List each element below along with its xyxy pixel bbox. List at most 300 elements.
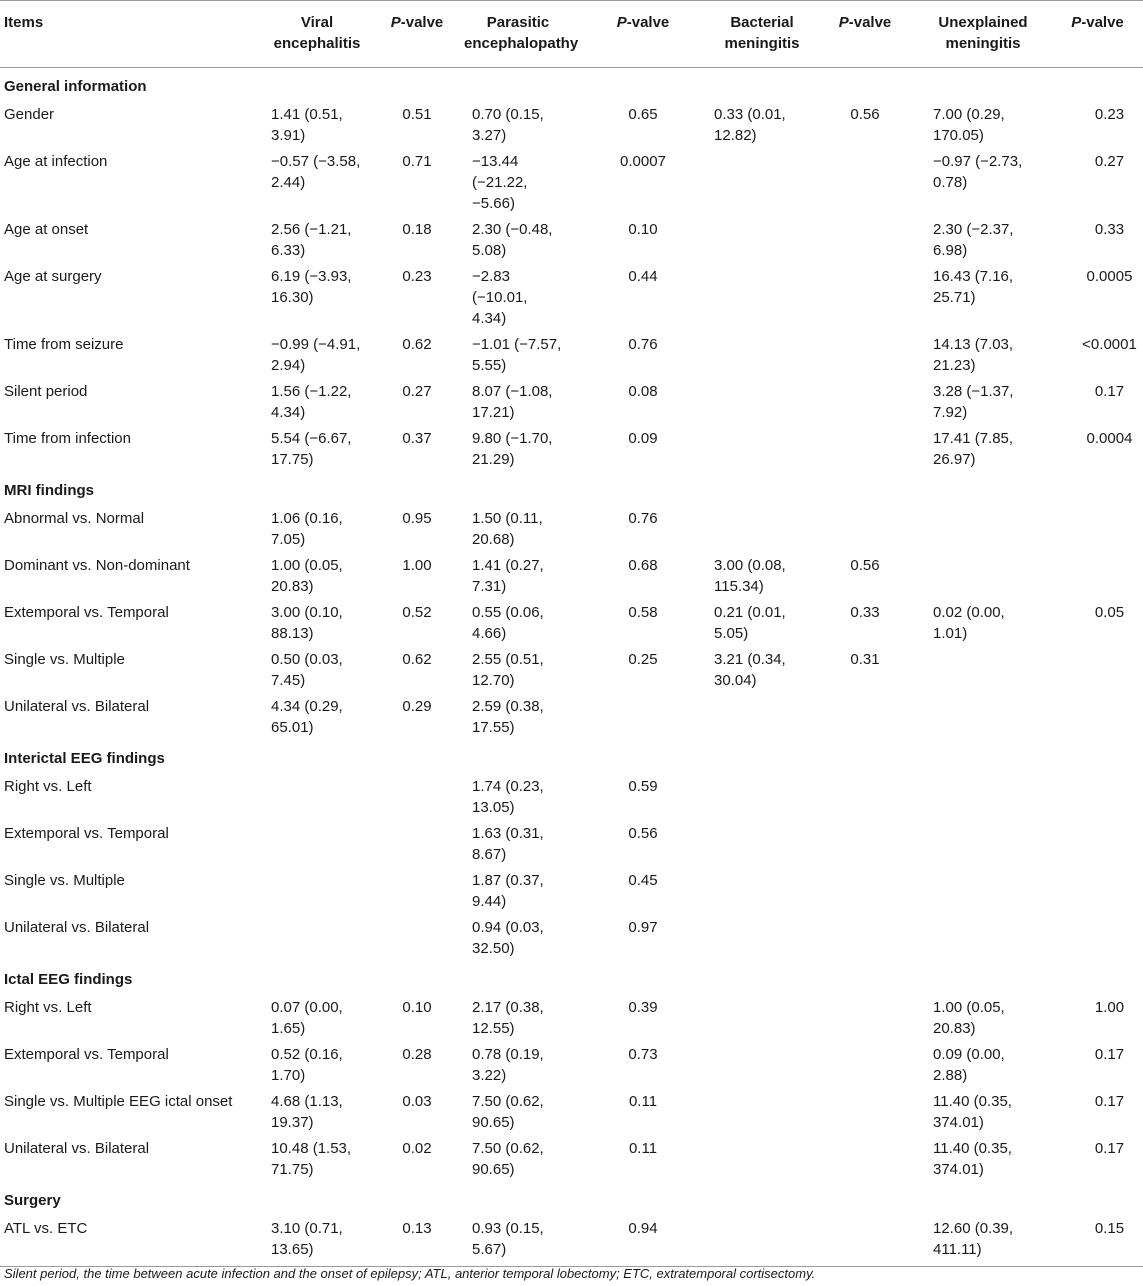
estimate-cell [914,425,1052,472]
p-value-cell: 0.62 [402,651,432,668]
estimate-cell [708,867,816,914]
row-label: Age at infection [4,153,108,170]
estimate-cell [708,425,816,472]
p-value-cell: 0.13 [402,1220,432,1237]
p-value-cell: 0.15 [1094,1220,1125,1237]
p-value-cell: 0.37 [402,430,432,447]
estimate-cell [458,378,578,425]
p-value-cell [578,693,708,740]
p-value-cell [816,331,914,378]
p-value-cell: 0.10 [628,221,658,238]
estimate-value: −0.57 (−3.58, 2.44) [271,153,361,191]
row-label: Silent period [4,383,88,400]
column-header [0,1,258,68]
p-value-cell [816,148,914,216]
estimate-cell [914,994,1052,1041]
estimate-cell [708,148,816,216]
column-header-label: Items [4,14,44,31]
p-value-cell [1052,773,1143,820]
column-header-italic: P [390,14,401,31]
row-label: Time from seizure [4,336,124,353]
table-row [0,331,1143,378]
estimate-cell [914,1041,1052,1088]
p-value-cell: 0.27 [1094,153,1125,170]
table-row [0,552,1143,599]
estimate-value: 3.28 (−1.37, 7.92) [933,383,1014,421]
section-header-row [0,472,1143,505]
p-value-cell: 0.65 [628,106,658,123]
p-value-cell: 0.59 [628,778,658,795]
estimate-value: 3.21 (0.34, 30.04) [714,651,786,689]
estimate-value: 1.50 (0.11, 20.68) [472,510,543,548]
estimate-value: 12.60 (0.39, 411.11) [933,1220,1014,1258]
estimate-cell [708,378,816,425]
column-header [258,1,376,68]
estimate-value: 2.55 (0.51, 12.70) [472,651,544,689]
p-value-cell: 0.94 [628,1220,658,1237]
estimate-cell [708,994,816,1041]
estimate-cell [458,820,578,867]
p-value-cell: 0.05 [1094,604,1125,621]
table-row [0,263,1143,331]
estimate-cell [458,331,578,378]
p-value-cell [816,425,914,472]
p-value-cell: 0.31 [850,651,880,668]
p-value-cell: 0.56 [850,106,880,123]
estimate-cell [708,263,816,331]
p-value-cell [816,505,914,552]
p-value-cell: 0.17 [1094,1140,1125,1157]
estimate-cell [458,1041,578,1088]
p-value-cell: 0.58 [628,604,658,621]
p-value-cell: 1.00 [1094,999,1125,1016]
table-row [0,1215,1143,1267]
estimate-cell [914,263,1052,331]
table-row [0,773,1143,820]
column-header-label: -valve [1081,14,1124,31]
estimate-cell [914,148,1052,216]
estimate-cell [258,101,376,148]
estimate-value: 2.30 (−2.37, 6.98) [933,221,1014,259]
estimate-value: 10.48 (1.53, 71.75) [271,1140,352,1178]
table-row [0,101,1143,148]
estimate-cell [458,599,578,646]
p-value-cell: 0.17 [1094,1046,1125,1063]
p-value-cell [816,994,914,1041]
column-header [1052,1,1143,68]
p-value-cell [816,1088,914,1135]
row-label: Time from infection [4,430,131,447]
estimate-cell [458,425,578,472]
row-label: Extemporal vs. Temporal [4,825,169,842]
estimate-cell [708,599,816,646]
section-title: Ictal EEG findings [4,971,133,988]
p-value-cell: 0.0007 [620,153,666,170]
estimate-cell [258,425,376,472]
p-value-cell [1052,693,1143,740]
estimate-value: 7.00 (0.29, 170.05) [933,106,1005,144]
estimate-value: 4.34 (0.29, 65.01) [271,698,343,736]
row-label: Age at surgery [4,268,102,285]
estimate-cell [708,1215,816,1267]
p-value-cell [1052,867,1143,914]
p-value-cell [1052,646,1143,693]
section-title: Surgery [4,1192,61,1209]
column-header-label: Viral encephalitis [273,14,361,52]
estimate-cell [458,1135,578,1182]
estimate-cell [914,1135,1052,1182]
estimate-cell [708,1041,816,1088]
p-value-cell [816,1215,914,1267]
p-value-cell [816,263,914,331]
estimate-cell [458,1088,578,1135]
estimate-value: 7.50 (0.62, 90.65) [472,1140,544,1178]
table-row [0,378,1143,425]
p-value-cell [816,820,914,867]
row-label: Unilateral vs. Bilateral [4,919,150,936]
table-row [0,646,1143,693]
estimate-cell [914,101,1052,148]
row-label: Abnormal vs. Normal [4,510,145,527]
column-header [708,1,816,68]
p-value-cell [816,867,914,914]
column-header-label: Bacterial meningitis [724,14,800,52]
estimate-cell [914,1088,1052,1135]
estimate-cell [458,914,578,961]
table-row [0,867,1143,914]
estimate-value: 0.21 (0.01, 5.05) [714,604,786,642]
column-header-italic: P [1071,14,1082,31]
estimate-cell [258,552,376,599]
p-value-cell [816,1135,914,1182]
estimate-value: −0.99 (−4.91, 2.94) [271,336,361,374]
estimate-cell [708,1135,816,1182]
estimate-value: 1.56 (−1.22, 4.34) [271,383,352,421]
estimate-value: 1.00 (0.05, 20.83) [271,557,343,595]
section-title: General information [4,78,147,95]
p-value-cell: 0.45 [628,872,658,889]
p-value-cell [816,216,914,263]
estimate-cell [458,505,578,552]
estimate-value: 0.09 (0.00, 2.88) [933,1046,1005,1084]
estimate-cell [258,263,376,331]
estimate-cell [914,378,1052,425]
column-header [914,1,1052,68]
estimate-value: 1.06 (0.16, 7.05) [271,510,343,548]
table-row [0,914,1143,961]
estimate-value: 11.40 (0.35, 374.01) [933,1093,1012,1131]
estimate-cell [914,914,1052,961]
estimate-value: 17.41 (7.85, 26.97) [933,430,1014,468]
table-row [0,216,1143,263]
estimate-cell [708,693,816,740]
p-value-cell: 0.18 [402,221,432,238]
p-value-cell: 0.29 [402,698,432,715]
estimate-cell [258,148,376,216]
p-value-cell: 0.44 [628,268,658,285]
p-value-cell [376,820,458,867]
estimate-value: 1.41 (0.27, 7.31) [472,557,544,595]
estimate-value: 0.02 (0.00, 1.01) [933,604,1005,642]
p-value-cell: 0.10 [402,999,432,1016]
p-value-cell: 0.09 [628,430,658,447]
p-value-cell: 0.27 [402,383,432,400]
estimate-cell [458,693,578,740]
p-value-cell: 0.17 [1094,1093,1125,1110]
p-value-cell: 0.23 [402,268,432,285]
p-value-cell: 0.0005 [1086,268,1133,285]
section-header-row [0,68,1143,102]
p-value-cell: 0.0004 [1086,430,1133,447]
estimate-cell [914,552,1052,599]
p-value-cell [1052,552,1143,599]
estimate-value: 0.07 (0.00, 1.65) [271,999,343,1037]
p-value-cell [816,773,914,820]
column-header-italic: P [616,14,627,31]
estimate-cell [258,867,376,914]
header-row [0,1,1143,68]
estimate-value: 1.63 (0.31, 8.67) [472,825,544,863]
estimate-value: 14.13 (7.03, 21.23) [933,336,1014,374]
estimate-value: 6.19 (−3.93, 16.30) [271,268,352,306]
estimate-cell [258,378,376,425]
table-header [0,1,1143,68]
table-footnote: Silent period, the time between acute infection and the onset of epilepsy; ATL, anterior temporal lobectomy; ETC, extratemporal cortisectomy. [4,1266,816,1281]
row-label: Right vs. Left [4,778,92,795]
estimate-cell [458,994,578,1041]
estimate-cell [258,914,376,961]
estimate-cell [258,1041,376,1088]
p-value-cell: 0.03 [402,1093,432,1110]
estimate-value: 16.43 (7.16, 25.71) [933,268,1014,306]
row-label: Single vs. Multiple EEG ictal onset [4,1093,233,1110]
p-value-cell: 0.33 [850,604,880,621]
p-value-cell: 0.76 [628,336,658,353]
p-value-cell [1052,820,1143,867]
estimate-cell [708,914,816,961]
estimate-cell [258,820,376,867]
estimate-cell [708,505,816,552]
estimate-cell [258,1215,376,1267]
column-header [458,1,578,68]
estimate-value: 5.54 (−6.67, 17.75) [271,430,352,468]
p-value-cell: 0.56 [628,825,658,842]
estimate-value: 2.17 (0.38, 12.55) [472,999,544,1037]
p-value-cell: 0.56 [850,557,880,574]
row-label: Gender [4,106,55,123]
estimate-value: 0.50 (0.03, 7.45) [271,651,343,689]
p-value-cell: 0.51 [402,106,432,123]
estimate-cell [914,820,1052,867]
p-value-cell [376,773,458,820]
estimate-cell [458,263,578,331]
row-label: Dominant vs. Non-dominant [4,557,190,574]
estimate-value: 3.10 (0.71, 13.65) [271,1220,343,1258]
p-value-cell: 0.11 [628,1093,658,1110]
estimate-value: 2.59 (0.38, 17.55) [472,698,544,736]
section-header-row [0,740,1143,773]
p-value-cell: 0.76 [628,510,658,527]
table-row [0,425,1143,472]
table-row [0,505,1143,552]
table-row [0,1135,1143,1182]
column-header [578,1,708,68]
estimate-cell [258,1088,376,1135]
estimate-value: 0.52 (0.16, 1.70) [271,1046,343,1084]
estimate-value: 1.00 (0.05, 20.83) [933,999,1005,1037]
estimate-cell [458,773,578,820]
p-value-cell: 0.17 [1094,383,1125,400]
p-value-cell: 0.11 [628,1140,658,1157]
estimate-value: −13.44 (−21.22, −5.66) [472,153,528,212]
table-row [0,820,1143,867]
p-value-cell: 0.62 [402,336,432,353]
table-row [0,1041,1143,1088]
column-header-label: Unexplained meningitis [938,14,1028,52]
section-header-row [0,961,1143,994]
estimate-cell [258,773,376,820]
estimate-value: 0.33 (0.01, 12.82) [714,106,786,144]
section-title: Interictal EEG findings [4,750,165,767]
estimate-value: 1.41 (0.51, 3.91) [271,106,343,144]
estimate-value: 3.00 (0.10, 88.13) [271,604,343,642]
estimate-cell [458,867,578,914]
estimate-cell [258,331,376,378]
p-value-cell [816,378,914,425]
p-value-cell: 0.28 [402,1046,432,1063]
row-label: Unilateral vs. Bilateral [4,698,150,715]
estimate-cell [458,101,578,148]
p-value-cell: 0.95 [402,510,432,527]
estimate-value: −0.97 (−2.73, 0.78) [933,153,1023,191]
estimate-cell [258,693,376,740]
estimate-value: 1.87 (0.37, 9.44) [472,872,544,910]
row-label: Single vs. Multiple [4,872,125,889]
p-value-cell [816,1041,914,1088]
section-title: MRI findings [4,482,94,499]
row-label: Right vs. Left [4,999,92,1016]
estimate-cell [258,599,376,646]
estimate-value: 7.50 (0.62, 90.65) [472,1093,544,1131]
p-value-cell: 1.00 [402,557,432,574]
table-row [0,148,1143,216]
estimate-cell [708,216,816,263]
estimate-cell [708,646,816,693]
estimate-cell [258,646,376,693]
estimate-cell [458,148,578,216]
estimate-value: 2.56 (−1.21, 6.33) [271,221,352,259]
estimate-value: 0.93 (0.15, 5.67) [472,1220,544,1258]
column-header-label: -valve [400,14,444,31]
estimate-cell [708,773,816,820]
estimate-value: −1.01 (−7.57, 5.55) [472,336,562,374]
estimate-value: 0.55 (0.06, 4.66) [472,604,544,642]
row-label: ATL vs. ETC [4,1220,88,1237]
row-label: Age at onset [4,221,89,238]
estimate-cell [458,216,578,263]
column-header-label: -valve [848,14,892,31]
estimate-cell [458,646,578,693]
table-row [0,994,1143,1041]
row-label: Extemporal vs. Temporal [4,1046,169,1063]
p-value-cell [1052,914,1143,961]
estimate-value: 4.68 (1.13, 19.37) [271,1093,343,1131]
table-body [0,68,1143,1267]
estimate-cell [258,505,376,552]
estimate-value: 2.30 (−0.48, 5.08) [472,221,553,259]
row-label: Single vs. Multiple [4,651,125,668]
estimate-cell [458,552,578,599]
table-row [0,599,1143,646]
estimate-value: 0.94 (0.03, 32.50) [472,919,544,957]
p-value-cell: 0.39 [628,999,658,1016]
column-header [816,1,914,68]
estimate-cell [258,1135,376,1182]
row-label: Unilateral vs. Bilateral [4,1140,150,1157]
column-header [376,1,458,68]
p-value-cell: 0.73 [628,1046,658,1063]
estimate-cell [914,216,1052,263]
estimate-cell [708,331,816,378]
column-header-label: -valve [626,14,670,31]
p-value-cell [1052,505,1143,552]
estimate-value: 9.80 (−1.70, 21.29) [472,430,553,468]
p-value-cell: 0.23 [1094,106,1125,123]
estimate-cell [914,867,1052,914]
estimate-cell [914,693,1052,740]
table-row [0,693,1143,740]
column-header-label: Parasitic encephalopathy [464,14,579,52]
p-value-cell: 0.02 [402,1140,432,1157]
estimate-cell [708,820,816,867]
p-value-cell [376,867,458,914]
estimate-value: −2.83 (−10.01, 4.34) [472,268,528,327]
column-header-italic: P [838,14,849,31]
p-value-cell: <0.0001 [1082,336,1137,353]
estimate-value: 0.78 (0.19, 3.22) [472,1046,544,1084]
estimate-cell [258,216,376,263]
estimate-cell [708,1088,816,1135]
section-header-row [0,1182,1143,1215]
estimate-cell [914,773,1052,820]
estimate-cell [914,505,1052,552]
estimate-value: 11.40 (0.35, 374.01) [933,1140,1012,1178]
estimate-cell [914,1215,1052,1267]
p-value-cell: 0.97 [628,919,658,936]
table-row [0,1088,1143,1135]
p-value-cell: 0.25 [628,651,658,668]
estimate-cell [708,101,816,148]
p-value-cell [816,693,914,740]
p-value-cell: 0.08 [628,383,658,400]
estimate-value: 1.74 (0.23, 13.05) [472,778,544,816]
p-value-cell [816,914,914,961]
estimate-value: 8.07 (−1.08, 17.21) [472,383,553,421]
p-value-cell [376,914,458,961]
estimate-cell [458,1215,578,1267]
p-value-cell: 0.68 [628,557,658,574]
row-label: Extemporal vs. Temporal [4,604,169,621]
p-value-cell: 0.71 [402,153,432,170]
estimate-cell [914,599,1052,646]
estimate-cell [258,994,376,1041]
estimate-cell [914,331,1052,378]
estimate-value: 3.00 (0.08, 115.34) [714,557,786,595]
estimate-cell [708,552,816,599]
estimate-cell [914,646,1052,693]
p-value-cell: 0.33 [1094,221,1125,238]
estimate-value: 0.70 (0.15, 3.27) [472,106,544,144]
